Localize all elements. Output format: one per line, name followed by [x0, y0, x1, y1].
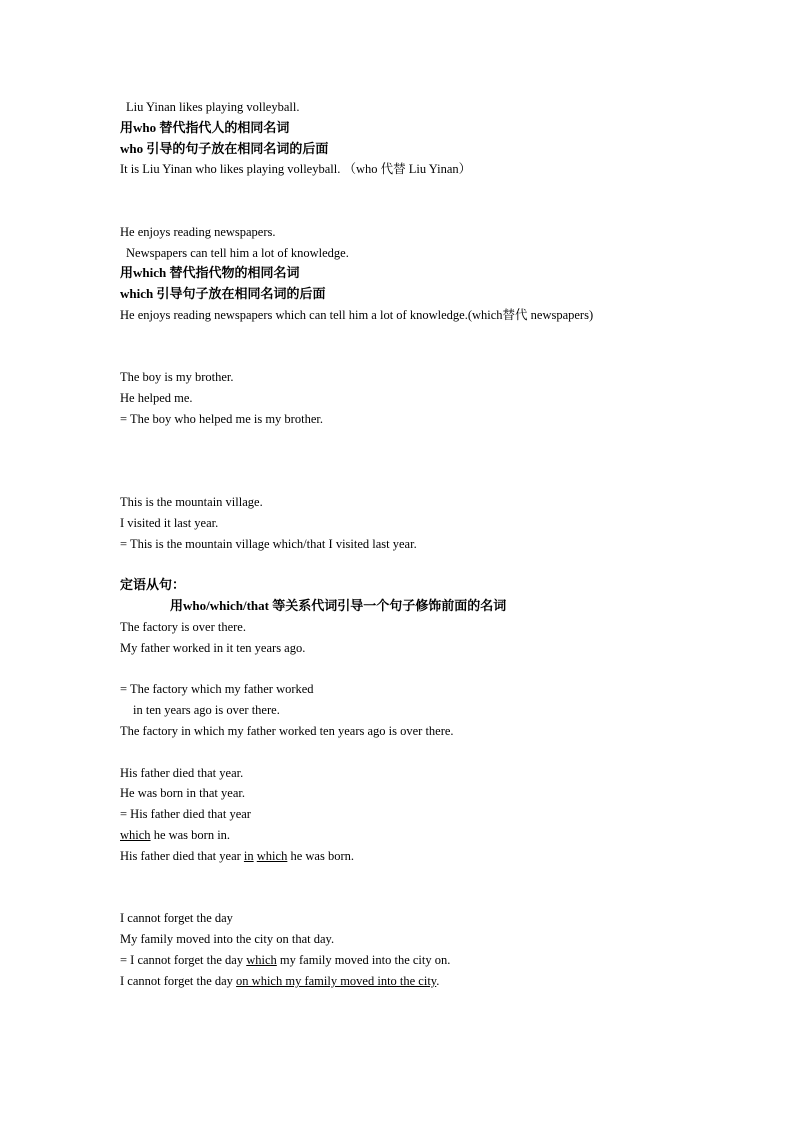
underlined-word: in: [243, 849, 254, 863]
text-span: my family moved into the city on.: [276, 953, 451, 967]
example-sentence: It is Liu Yinan who likes playing volleyball. （who 代替 Liu Yinan）: [120, 162, 472, 176]
text-span: I cannot forget the day: [120, 974, 237, 988]
example-sentence: in ten years ago is over there.: [133, 703, 280, 717]
text-line: I visited it last year.: [120, 516, 219, 530]
text-line: He helped me.: [120, 391, 193, 405]
text-line: He was born in that year.: [120, 786, 245, 800]
underlined-word: which: [246, 953, 277, 967]
example-sentence: The factory in which my father worked ten years ago is over there.: [120, 724, 454, 738]
section-subheading: 用who/which/that 等关系代词引导一个句子修饰前面的名词: [170, 598, 507, 613]
text-line: My family moved into the city on that day.: [120, 932, 335, 946]
underlined-word: which: [256, 849, 288, 863]
text-span: he was born in.: [150, 828, 231, 842]
text-line: The boy is my brother.: [120, 370, 234, 384]
text-line: Newspapers can tell him a lot of knowledge.: [126, 246, 349, 260]
text-line: I cannot forget the day: [120, 911, 233, 925]
text-span: .: [436, 974, 440, 988]
example-sentence: [120, 848, 354, 864]
example-sentence: = The boy who helped me is my brother.: [120, 412, 323, 426]
example-sentence: [120, 973, 439, 989]
underlined-phrase: on which my family moved into the city: [236, 974, 437, 988]
example-sentence: [120, 827, 230, 843]
text-line: My father worked in it ten years ago.: [120, 641, 306, 655]
rule-heading: 用who 替代指代人的相同名词: [120, 120, 290, 135]
text-span: His father died that year: [120, 849, 244, 863]
rule-heading: 用which 替代指代物的相同名词: [120, 265, 300, 280]
text-line: Liu Yinan likes playing volleyball.: [126, 100, 300, 114]
section-heading: 定语从句：: [120, 577, 186, 592]
text-span: he was born.: [287, 849, 354, 863]
text-line: His father died that year.: [120, 766, 244, 780]
example-sentence: = This is the mountain village which/that I visited last year.: [120, 537, 417, 551]
text-span: = I cannot forget the day: [120, 953, 247, 967]
rule-heading: which 引导句子放在相同名词的后面: [120, 286, 326, 301]
text-line: This is the mountain village.: [120, 495, 263, 509]
underlined-word: which: [120, 828, 151, 842]
rule-heading: who 引导的句子放在相同名词的后面: [120, 141, 329, 156]
text-line: The factory is over there.: [120, 620, 246, 634]
example-sentence: = His father died that year: [120, 807, 251, 821]
example-sentence: = The factory which my father worked: [120, 682, 314, 696]
text-line: He enjoys reading newspapers.: [120, 225, 276, 239]
example-sentence: He enjoys reading newspapers which can tell him a lot of knowledge.(which替代 newspapers): [120, 308, 594, 322]
example-sentence: [120, 952, 450, 968]
